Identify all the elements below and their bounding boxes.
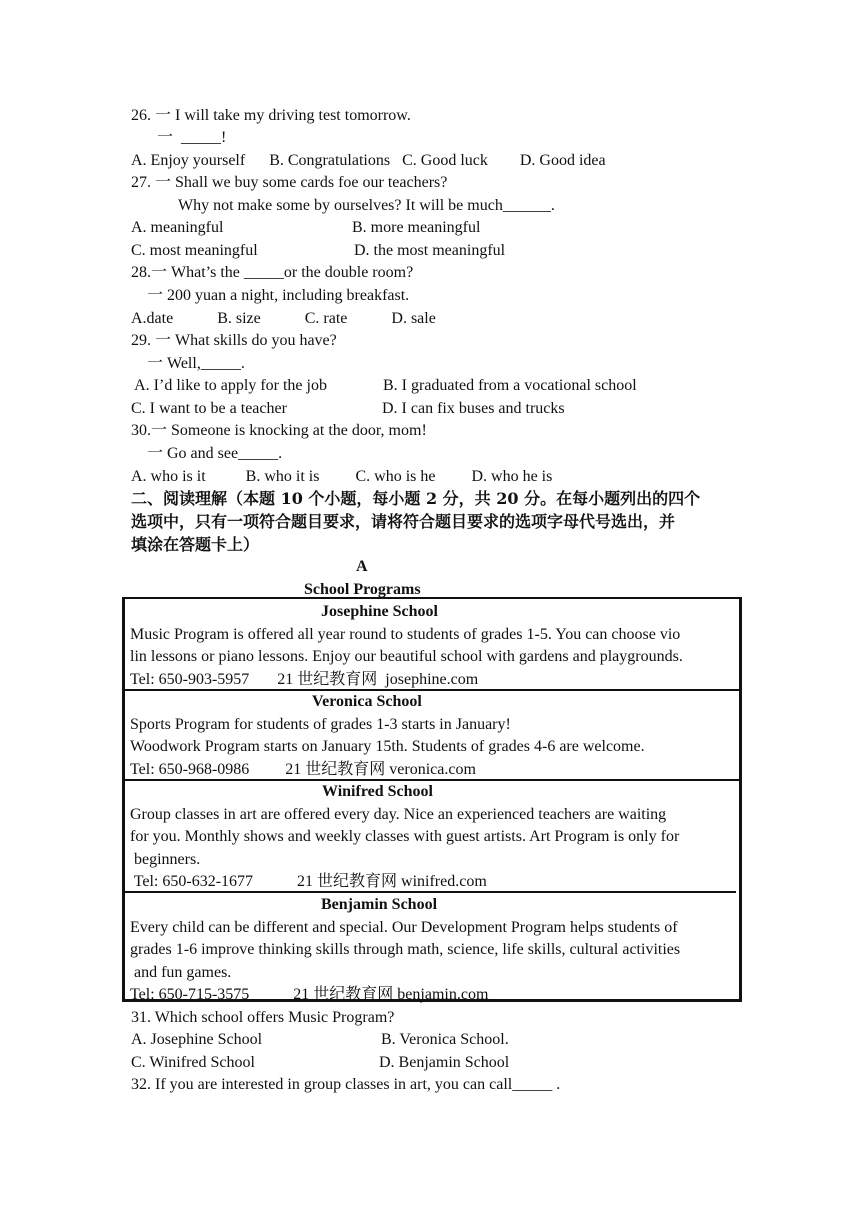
option-d: D. Benjamin School bbox=[379, 1054, 510, 1071]
school-contact: Tel: 650-968-0986 21 世纪教育网 veronica.com bbox=[130, 761, 476, 778]
answer-line: 一 _____! bbox=[157, 129, 227, 146]
school-text: for you. Monthly shows and weekly classes with guest artists. Art Program is only for bbox=[130, 828, 680, 845]
school-text: Woodwork Program starts on January 15th. Students of grades 4-6 are welcome. bbox=[130, 738, 645, 755]
option-a: A. meaningful bbox=[131, 219, 224, 236]
school-name: Winifred School bbox=[322, 783, 433, 800]
option-a: A. Josephine School bbox=[131, 1031, 263, 1048]
option-b: B. Veronica School. bbox=[381, 1031, 509, 1048]
option-c: C. I want to be a teacher bbox=[131, 400, 287, 417]
passage-title: School Programs bbox=[304, 581, 421, 598]
school-text: lin lessons or piano lessons. Enjoy our beautiful school with gardens and playgrounds. bbox=[130, 648, 683, 665]
school-contact: Tel: 650-632-1677 21 世纪教育网 winifred.com bbox=[130, 873, 487, 890]
school-text: Sports Program for students of grades 1-3 starts in January! bbox=[130, 716, 511, 733]
option-b: B. I graduated from a vocational school bbox=[383, 377, 637, 394]
question-28: 28.一 What’s the _____or the double room? bbox=[131, 264, 414, 281]
question-32: 32. If you are interested in group classes in art, you can call_____ . bbox=[131, 1076, 561, 1093]
options-line: A.date B. size C. rate D. sale bbox=[131, 310, 436, 327]
option-c: C. Winifred School bbox=[131, 1054, 255, 1071]
answer-line: 一 Well,_____. bbox=[147, 355, 245, 372]
section-heading: 二、阅读理解（本题 10 个小题，每小题 2 分，共 20 分。在每小题列出的四个 bbox=[131, 489, 701, 508]
school-contact: Tel: 650-903-5957 21 世纪教育网 josephine.com bbox=[130, 671, 479, 688]
school-name: Benjamin School bbox=[321, 896, 438, 913]
options-line: A. who is it B. who it is C. who is he D. who he is bbox=[131, 468, 553, 485]
section-heading: 选项中，只有一项符合题目要求，请将符合题目要求的选项字母代号选出，并 bbox=[131, 512, 676, 531]
school-text: grades 1-6 improve thinking skills through math, science, life skills, cultural activities bbox=[130, 941, 681, 958]
question-26: 26. 一 I will take my driving test tomorrow. bbox=[131, 107, 411, 124]
school-text: Every child can be different and special. Our Development Program helps students of bbox=[130, 919, 678, 936]
school-text: beginners. bbox=[130, 851, 201, 868]
option-c: C. most meaningful bbox=[131, 242, 258, 259]
school-name: Veronica School bbox=[312, 693, 422, 710]
answer-line: 一 Go and see_____. bbox=[147, 445, 283, 462]
school-text: Music Program is offered all year round to students of grades 1-5. You can choose vio bbox=[130, 626, 681, 643]
option-d: D. I can fix buses and trucks bbox=[382, 400, 565, 417]
option-b: B. more meaningful bbox=[352, 219, 481, 236]
section-heading: 填涂在答题卡上） bbox=[131, 535, 260, 554]
school-name: Josephine School bbox=[321, 603, 438, 620]
answer-line: Why not make some by ourselves? It will be much______. bbox=[178, 197, 555, 214]
school-text: and fun games. bbox=[130, 964, 232, 981]
school-contact: Tel: 650-715-3575 21 世纪教育网 benjamin.com bbox=[130, 986, 489, 1003]
option-d: D. the most meaningful bbox=[354, 242, 506, 259]
school-text: Group classes in art are offered every day. Nice an experienced teachers are waiting bbox=[130, 806, 667, 823]
question-30: 30.一 Someone is knocking at the door, mom! bbox=[131, 422, 427, 439]
answer-line: 一 200 yuan a night, including breakfast. bbox=[147, 287, 410, 304]
question-27: 27. 一 Shall we buy some cards foe our teachers? bbox=[131, 174, 448, 191]
question-31: 31. Which school offers Music Program? bbox=[131, 1009, 395, 1026]
passage-letter: A bbox=[356, 558, 368, 575]
option-a: A. I’d like to apply for the job bbox=[131, 377, 327, 394]
options-line: A. Enjoy yourself B. Congratulations C. Good luck D. Good idea bbox=[131, 152, 606, 169]
question-29: 29. 一 What skills do you have? bbox=[131, 332, 337, 349]
